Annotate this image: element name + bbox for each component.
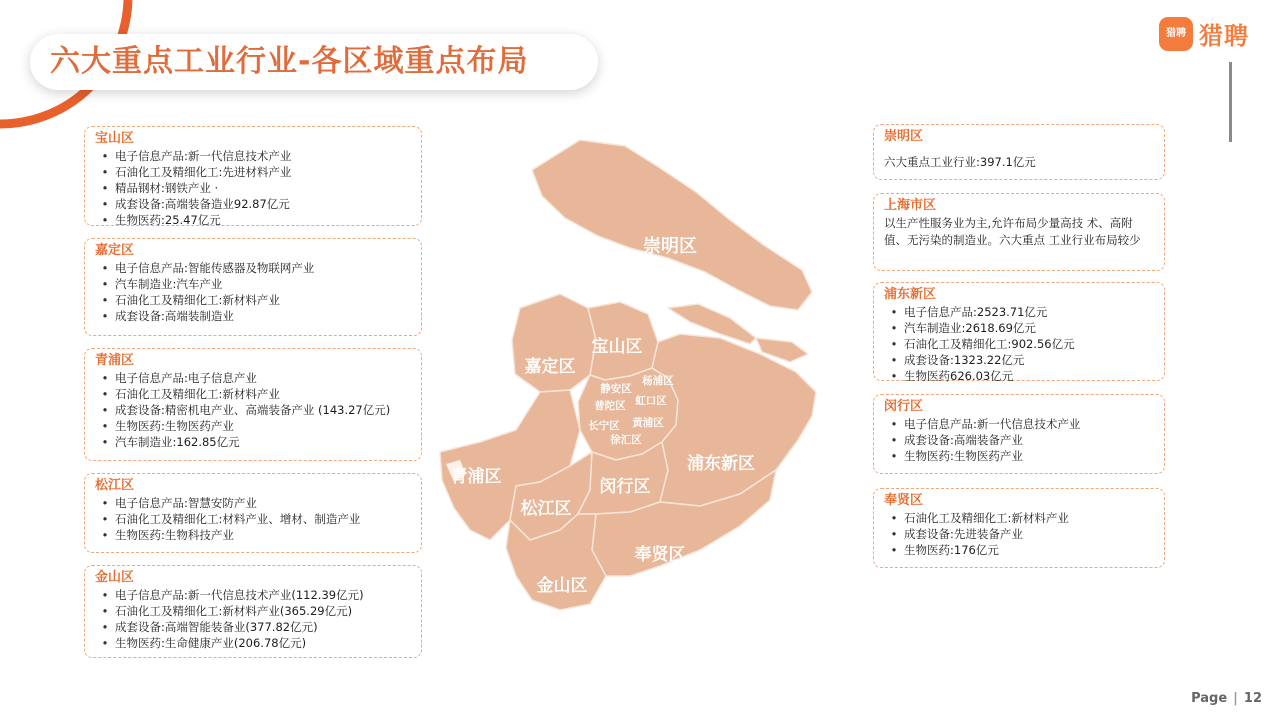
footer [1191, 691, 1262, 706]
panel-title: 松江区 [95, 478, 135, 493]
panel-baoshan [84, 126, 422, 226]
label-jiading: 嘉定区 [524, 357, 576, 377]
label-fengxian: 奉贤区 [634, 545, 686, 565]
list-item: • 电子信息产品:智慧安防产业 [101, 496, 257, 510]
logo [1159, 16, 1249, 51]
panel-jiading [84, 238, 422, 336]
label-baoshan: 宝山区 [591, 337, 643, 357]
list-item: • 石油化工及精细化工:新材料产业 [101, 293, 280, 307]
label-yangpu: 杨浦区 [642, 375, 674, 387]
label-pudong: 浦东新区 [687, 454, 755, 474]
page-title: 六大重点工业行业-各区域重点布局 [50, 44, 529, 79]
panel-title: 宝山区 [95, 131, 135, 146]
panel-pudong [873, 282, 1165, 381]
list-item: • 石油化工及精细化工:新材料产业 [890, 511, 1069, 525]
list-item: • 成套设备:先进装备产业 [890, 527, 1023, 541]
list-item: • 电子信息产品:新一代信息技术产业 [890, 417, 1081, 431]
label-minhang: 闵行区 [599, 477, 651, 497]
footer-separator: | [1233, 691, 1238, 706]
list-item: • 成套设备:高端装备造业92.87亿元 [101, 197, 290, 211]
label-changning: 长宁区 [588, 420, 620, 432]
panel-qingpu [84, 348, 422, 461]
label-chongming: 崇明区 [643, 236, 697, 257]
list-item: • 生物医药:25.47亿元 [101, 213, 221, 227]
list-item: • 生物医药:生物科技产业 [101, 528, 234, 542]
list-item: • 精品钢材:钢铁产业 · [101, 181, 219, 195]
panel-title: 崇明区 [884, 129, 924, 144]
list-item: • 成套设备:高端装备产业 [890, 433, 1023, 447]
panel-fengxian [873, 488, 1165, 568]
label-qingpu: 青浦区 [450, 467, 502, 487]
panel-shanghai-urban [873, 193, 1165, 271]
list-item: • 生物医药:176亿元 [890, 543, 999, 557]
list-item: • 电子信息产品:智能传感器及物联网产业 [101, 261, 315, 275]
chongming-shape [532, 140, 812, 310]
list-item: • 石油化工及精细化工:材料产业、增材、制造产业 [101, 512, 361, 526]
panel-minhang [873, 394, 1165, 474]
label-songjiang: 松江区 [520, 499, 572, 519]
panel-title: 上海市区 [884, 198, 937, 213]
panel-title: 闵行区 [884, 399, 924, 414]
shanghai-map [420, 130, 860, 630]
list-item: • 生物医药:生命健康产业(206.78亿元) [101, 636, 307, 650]
list-item: • 汽车制造业:162.85亿元 [101, 435, 240, 449]
panel-title: 青浦区 [95, 353, 135, 368]
list-item: • 成套设备:1323.22亿元 [890, 353, 1025, 367]
panel-chongming [873, 124, 1165, 180]
page-number: 12 [1243, 691, 1262, 706]
list-item: • 电子信息产品:电子信息产业 [101, 371, 257, 385]
label-huangpu: 黄浦区 [632, 417, 664, 429]
list-item: • 汽车制造业:汽车产业 [101, 277, 223, 291]
list-item: • 电子信息产品:新一代信息技术产业 [101, 149, 292, 163]
list-item: • 成套设备:高端智能装备业(377.82亿元) [101, 620, 318, 634]
label-xuhui: 徐汇区 [610, 434, 642, 446]
logo-text: 猎聘 [1199, 22, 1249, 50]
list-item: • 石油化工及精细化工:902.56亿元 [890, 337, 1075, 351]
list-item: • 生物医药:生物医药产业 [890, 449, 1023, 463]
label-hongkou: 虹口区 [635, 395, 667, 407]
list-item: • 石油化工及精细化工:新材料产业(365.29亿元) [101, 604, 353, 618]
list-item: • 石油化工及精细化工:新材料产业 [101, 387, 280, 401]
list-item: • 电子信息产品:2523.71亿元 [890, 305, 1048, 319]
list-item: • 成套设备:精密机电产业、高端装备产业 (143.27亿元) [101, 403, 391, 417]
header-divider [1229, 62, 1232, 142]
list-item: • 汽车制造业:2618.69亿元 [890, 321, 1036, 335]
panel-title: 嘉定区 [95, 243, 135, 258]
label-jingan: 静安区 [600, 383, 632, 395]
list-item: • 电子信息产品:新一代信息技术产业(112.39亿元) [101, 588, 364, 602]
panel-title: 浦东新区 [884, 287, 937, 302]
label-jinshan: 金山区 [536, 576, 588, 596]
panel-jinshan [84, 565, 422, 658]
list-item: • 生物医药:生物医药产业 [101, 419, 234, 433]
label-putuo: 普陀区 [594, 400, 626, 412]
panel-title: 金山区 [95, 570, 135, 585]
page-label: Page [1191, 691, 1228, 706]
list-item: • 石油化工及精细化工:先进材料产业 [101, 165, 292, 179]
list-item: • 成套设备:高端装制造业 [101, 309, 234, 323]
jiading-shape [512, 294, 596, 392]
panel-description: 六大重点工业行业:397.1亿元 [884, 155, 1036, 169]
panel-songjiang [84, 473, 422, 553]
panel-title: 奉贤区 [884, 493, 924, 508]
panel-description: 以生产性服务业为主,允许布局少量高技 术、高附值、无污染的制造业。六大重点 工业行业布局较少 [884, 216, 1141, 247]
logo-badge: 猎聘 [1159, 17, 1193, 51]
list-item: • 生物医药626.03亿元 [890, 369, 1014, 383]
